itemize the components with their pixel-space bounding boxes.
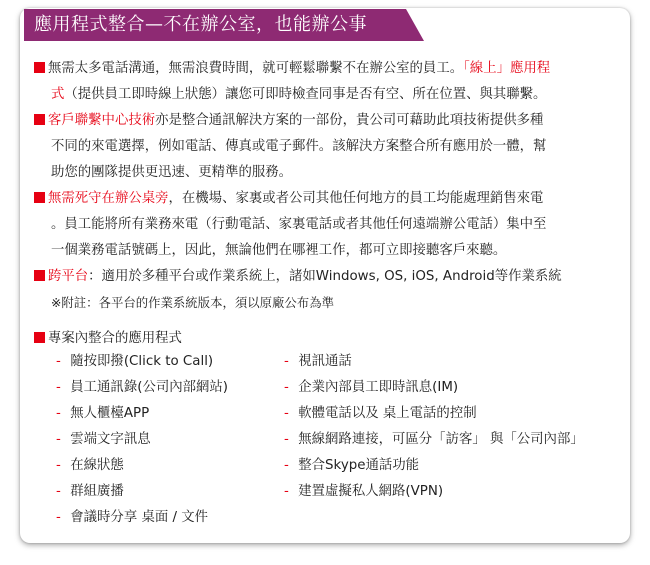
description-section — [34, 56, 616, 352]
list-item-label: 員工通訊錄(公司內部網站) — [70, 380, 229, 395]
list-item — [56, 427, 228, 453]
dash-bullet: - — [284, 458, 289, 473]
list-item — [284, 479, 584, 505]
para1-line2 — [34, 82, 616, 108]
list-item-label: 軟體電話以及 桌上電話的控制 — [298, 406, 477, 421]
para1-highlight-b: 式 — [51, 87, 65, 102]
list-item-label: 視訊通話 — [298, 354, 352, 369]
red-bullet-icon — [34, 114, 45, 125]
list-item-label: 無線網路連接，可區分「訪客」 與「公司內部」 — [298, 432, 584, 447]
apps-list-right — [284, 349, 584, 505]
dash-bullet: - — [56, 380, 61, 395]
dash-bullet: - — [56, 484, 61, 499]
list-item — [284, 453, 584, 479]
red-bullet-icon — [34, 270, 45, 281]
list-item — [284, 401, 584, 427]
list-item — [56, 349, 228, 375]
para4-text-a: ：適用於多種平台或作業系統上，諸如Windows, OS, iOS, Android等作業系統 — [88, 269, 562, 284]
dash-bullet: - — [56, 458, 61, 473]
page-title: 應用程式整合—不在辦公室，也能辦公事 — [34, 14, 367, 35]
para2-line1 — [34, 108, 616, 134]
list-item-label: 雲端文字訊息 — [70, 432, 151, 447]
para3-line2: 。員工能將所有業務來電（行動電話、家裏電話或者其他任何遠端辦公電話）集中至 — [51, 217, 547, 232]
para4-note: ※附註：各平台的作業系統版本，須以原廠公布為準 — [51, 295, 334, 310]
red-bullet-icon — [34, 332, 45, 343]
dash-bullet: - — [56, 354, 61, 369]
list-item — [284, 427, 584, 453]
para1-text-a: 無需太多電話溝通，無需浪費時間，就可輕鬆聯繫不在辦公室的員工。 — [48, 61, 464, 76]
apps-heading: 專案內整合的應用程式 — [48, 331, 182, 346]
dash-bullet: - — [284, 484, 289, 499]
list-item-label: 群組廣播 — [70, 484, 124, 499]
para3-line1 — [34, 186, 616, 212]
para3-highlight: 無需死守在辦公桌旁 — [48, 191, 169, 206]
red-bullet-icon — [34, 192, 45, 203]
list-item — [56, 505, 228, 531]
para1-text-b: （提供員工即時線上狀態）讓您可即時檢查同事是否有空、所在位置、與其聯繫。 — [64, 87, 547, 102]
para4-line1 — [34, 264, 616, 290]
list-item — [56, 375, 228, 401]
dash-bullet: - — [284, 354, 289, 369]
list-item-label: 隨按即撥(Click to Call) — [70, 354, 214, 369]
dash-bullet: - — [284, 432, 289, 447]
dash-bullet: - — [284, 380, 289, 395]
list-item — [56, 453, 228, 479]
para3-line3: 一個業務電話號碼上，因此，無論他們在哪裡工作，都可立即接聽客戶來聽。 — [51, 243, 507, 258]
list-item-label: 會議時分享 桌面 / 文件 — [70, 510, 209, 525]
dash-bullet: - — [56, 406, 61, 421]
para2-text-a: 亦是整合通訊解決方案的一部份，貴公司可藉助此項技術提供多種 — [155, 113, 544, 128]
list-item — [284, 375, 584, 401]
dash-bullet: - — [284, 406, 289, 421]
dash-bullet: - — [56, 432, 61, 447]
list-item-label: 整合Skype通話功能 — [298, 458, 420, 473]
para2-line3: 助您的團隊提供更迅速、更精準的服務。 — [51, 165, 293, 180]
para1-highlight-a: 「線上」應用程 — [463, 61, 551, 76]
dash-bullet: - — [56, 510, 61, 525]
para2-line2: 不同的來電選擇，例如電話、傳真或電子郵件。該解決方案整合所有應用於一體，幫 — [51, 139, 547, 154]
list-item-label: 企業內部員工即時訊息(IM) — [298, 380, 459, 395]
para3-text-a: ，在機場、家裏或者公司其他任何地方的員工均能處理銷售來電 — [168, 191, 544, 206]
apps-list-left — [56, 349, 228, 531]
list-item-label: 建置虛擬私人網路(VPN) — [298, 484, 444, 499]
list-item — [284, 349, 584, 375]
list-item-label: 無人櫃檯APP — [70, 406, 150, 421]
para4-highlight: 跨平台 — [48, 269, 89, 284]
para1-line1 — [34, 56, 616, 82]
para2-highlight: 客戶聯繫中心技術 — [48, 113, 156, 128]
list-item-label: 在線狀態 — [70, 458, 124, 473]
red-bullet-icon — [34, 62, 45, 73]
list-item — [56, 479, 228, 505]
list-item — [56, 401, 228, 427]
